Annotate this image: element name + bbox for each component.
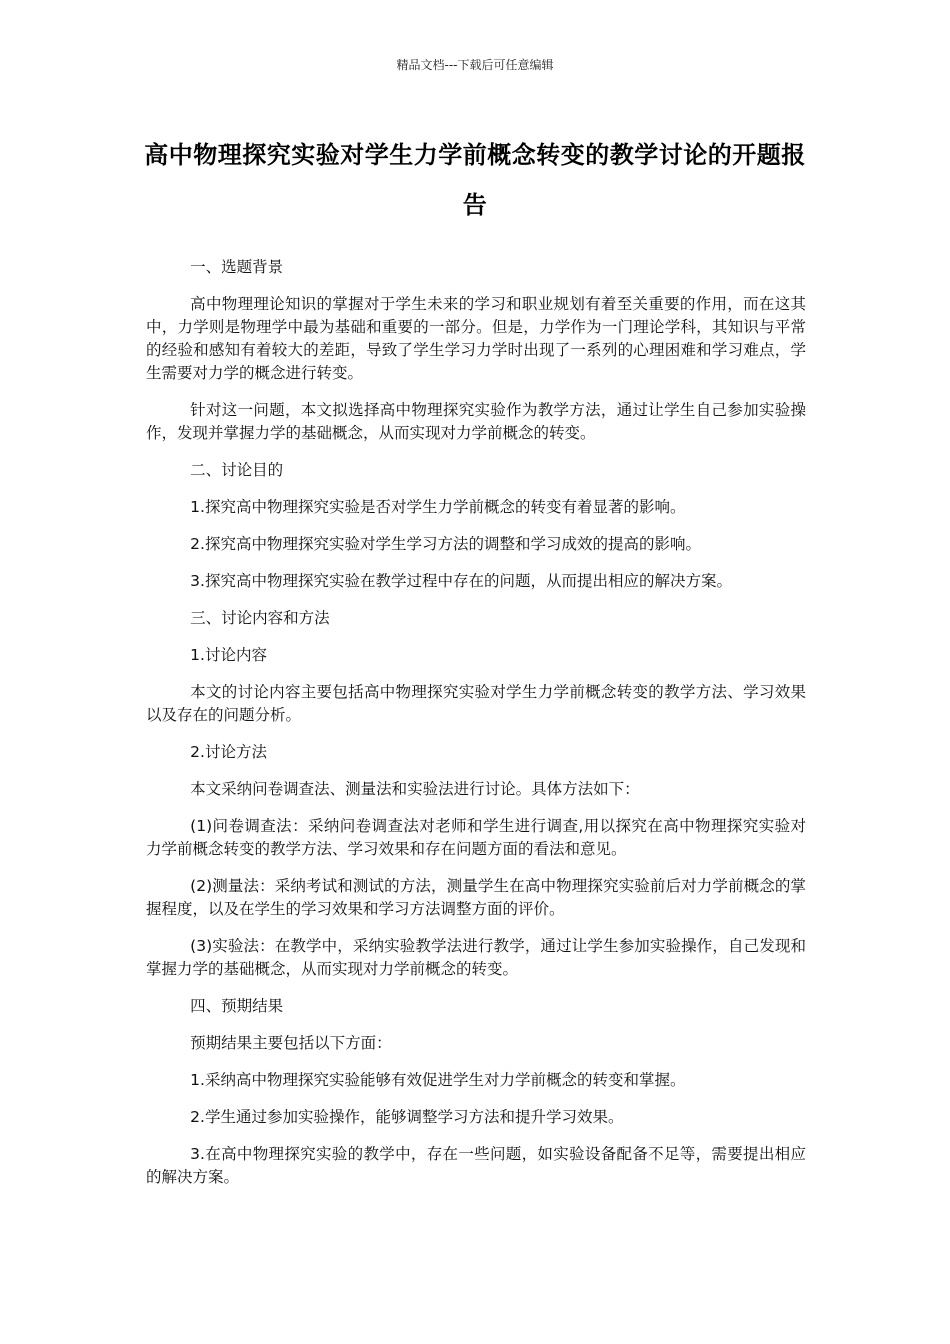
purpose-item-1: 1.探究高中物理探究实验是否对学生力学前概念的转变有着显著的影响。: [190, 498, 686, 516]
section-heading-content-methods: 三、讨论内容和方法: [190, 609, 330, 627]
document-title: 高中物理探究实验对学生力学前概念转变的教学讨论的开题报告: [144, 141, 806, 219]
method-questionnaire: (1)问卷调查法：采纳问卷调查法对老师和学生进行调查,用以探究在高中物理探究实验对力学前概念转变的教学方法、学习效果和存在问题方面的看法和意见。: [146, 817, 806, 858]
result-item-2: 2.学生通过参加实验操作，能够调整学习方法和提升学习效果。: [190, 1108, 624, 1126]
document-body: [146, 256, 806, 1203]
section-heading-expected-results: 四、预期结果: [190, 997, 284, 1015]
paragraph-results-intro: 预期结果主要包括以下方面：: [190, 1034, 392, 1052]
purpose-item-2: 2.探究高中物理探究实验对学生学习方法的调整和学习成效的提高的影响。: [190, 535, 701, 553]
section-heading-background: 一、选题背景: [190, 258, 284, 276]
paragraph-methods-intro: 本文采纳问卷调查法、测量法和实验法进行讨论。具体方法如下：: [190, 780, 640, 798]
header-note: 精品文档---下载后可任意编辑: [396, 58, 554, 72]
subheading-methods: 2.讨论方法: [190, 743, 267, 761]
method-measurement: (2)测量法：采纳考试和测试的方法，测量学生在高中物理探究实验前后对力学前概念的掌握程度，以及在学生的学习效果和学习方法调整方面的评价。: [146, 877, 806, 918]
paragraph-approach: 针对这一问题，本文拟选择高中物理探究实验作为教学方法，通过让学生自己参加实验操作，发现并掌握力学的基础概念，从而实现对力学前概念的转变。: [146, 401, 806, 442]
paragraph-content: 本文的讨论内容主要包括高中物理探究实验对学生力学前概念转变的教学方法、学习效果以及存在的问题分析。: [146, 683, 806, 724]
section-heading-purpose: 二、讨论目的: [190, 461, 284, 479]
paragraph-background: 高中物理理论知识的掌握对于学生未来的学习和职业规划有着至关重要的作用，而在这其中，力学则是物理学中最为基础和重要的一部分。但是，力学作为一门理论学科，其知识与平常的经验和感知有着较大的差距，导致了学生学习力学时出现了一系列的心理困难和学习难点，学生需要对力学的概念进行转变。: [146, 295, 806, 382]
result-item-1: 1.采纳高中物理探究实验能够有效促进学生对力学前概念的转变和掌握。: [190, 1071, 686, 1089]
purpose-item-3: 3.探究高中物理探究实验在教学过程中存在的问题，从而提出相应的解决方案。: [190, 572, 732, 590]
result-item-3: 3.在高中物理探究实验的教学中，存在一些问题，如实验设备配备不足等，需要提出相应的解决方案。: [146, 1145, 806, 1186]
method-experiment: (3)实验法：在教学中，采纳实验教学法进行教学，通过让学生参加实验操作，自己发现和掌握力学的基础概念，从而实现对力学前概念的转变。: [146, 937, 806, 978]
subheading-content: 1.讨论内容: [190, 646, 267, 664]
